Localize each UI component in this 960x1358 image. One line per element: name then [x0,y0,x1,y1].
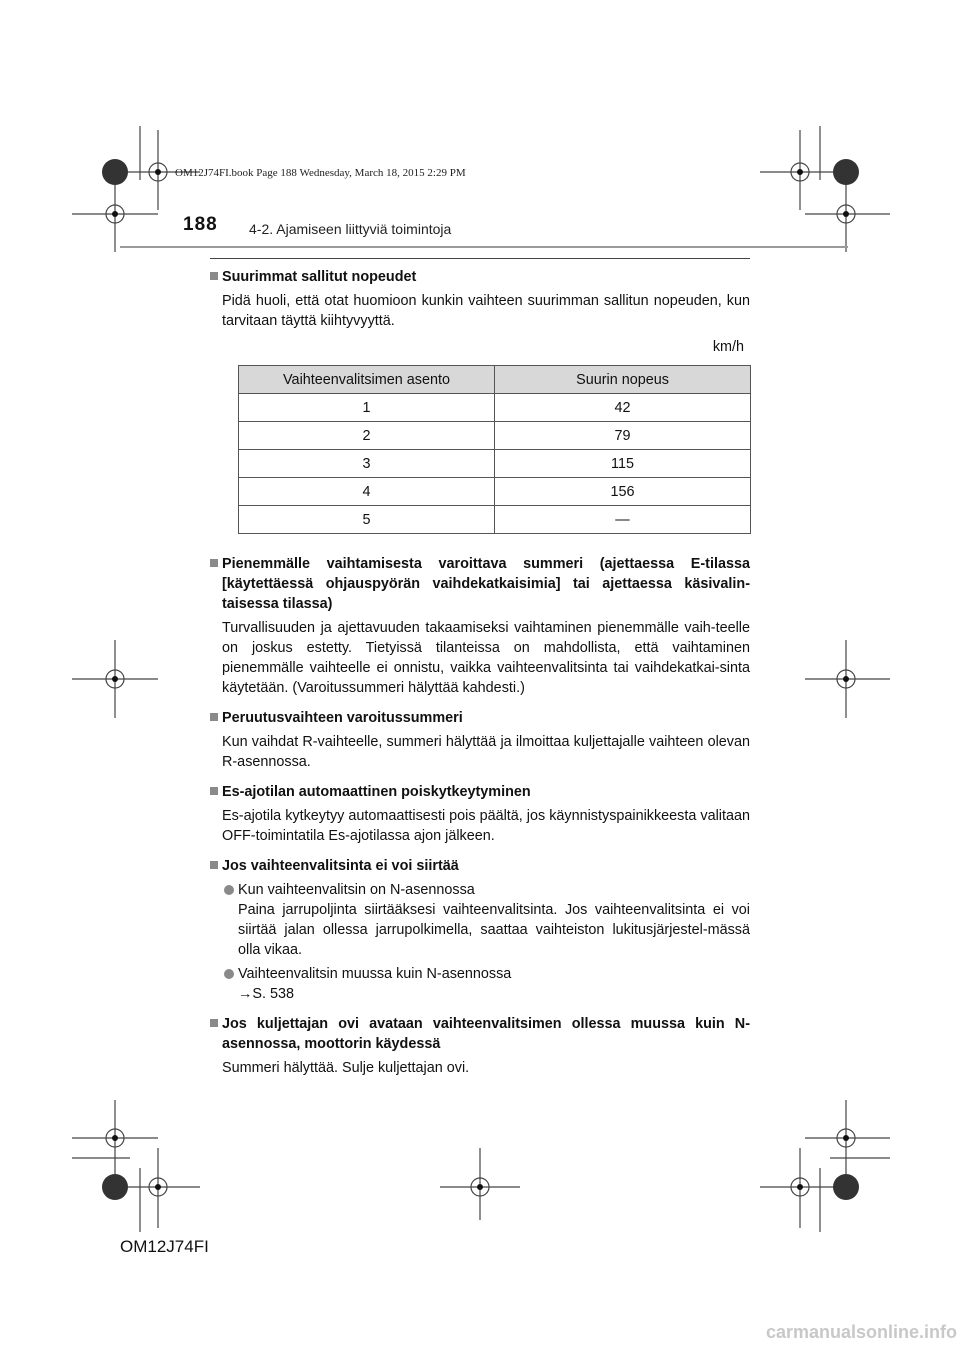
page-content [210,267,750,1078]
section-title: 4-2. Ajamiseen liittyviä toimintoja [249,221,452,237]
heading-reverse-buzzer: Peruutusvaihteen varoitussummeri [210,708,750,728]
watermark: carmanualsonline.info [766,1322,958,1342]
heading-selector-stuck: Jos vaihteenvalitsinta ei voi siirtää [210,856,750,876]
heading-es-mode: Es-ajotilan automaattinen poiskytkeytyminen [210,782,750,802]
table-cell-speed: 79 [495,422,751,450]
table-row [239,394,751,422]
header-rule [120,246,848,248]
table-header-speed: Suurin nopeus [495,366,751,394]
max-speed-table [238,365,751,534]
downshift-buzzer-body: Turvallisuuden ja ajettavuuden takaamiseksi vaihtaminen pienemmälle vaih-teelle on joskus estetty. Tietyissä tilanteissa on mahdollista, että vaihtaminen pienemmälle vaihteelle ei onnistu, vaikka vaihteenvalitsinta tai vaihdekatkai-sinta käytetään. (Varoitussummeri hälyttää kahdesti.) [222,620,750,696]
table-row [239,506,751,534]
table-cell-speed: 156 [495,478,751,506]
spacer [210,534,750,544]
table-cell-position: 1 [239,394,495,422]
content-top-rule [210,258,750,259]
table-cell-speed: — [495,506,751,534]
table-cell-position: 2 [239,422,495,450]
book-info: OM12J74FI.book Page 188 Wednesday, March 18, 2015 2:29 PM [175,167,466,179]
list-item [210,964,750,1004]
es-mode-body: Es-ajotila kytkeytyy automaattisesti pois päältä, jos käynnistyspainikkeesta valitaan OFF-toimintatila Es-ajotilassa ajon jälkeen. [222,808,750,844]
table-cell-position: 3 [239,450,495,478]
max-speeds-body: Pidä huoli, että otat huomioon kunkin vaihteen suurimman sallitun nopeuden, kun tarvitaan täyttä kiihtyvyyttä. [222,293,750,329]
table-header-position: Vaihteenvalitsimen asento [239,366,495,394]
item-title: Vaihteenvalitsin muussa kuin N-asennossa [238,966,512,982]
speed-unit: km/h [712,339,744,355]
table-cell-speed: 115 [495,450,751,478]
reverse-buzzer-body: Kun vaihdat R-vaihteelle, summeri hälyttää ja ilmoittaa kuljettajalle vaihteen olevan R-asennossa. [222,734,750,770]
heading-downshift-buzzer: Pienemmälle vaihtamisesta varoittava summeri (ajettaessa E-tilassa [käytettäessä ohjauspyörän vaihdekatkaisimia] tai ajettaessa käsivalin-taisessa tilassa) [210,554,750,614]
table-row [239,422,751,450]
item-title: Kun vaihteenvalitsin on N-asennossa [238,882,475,898]
page-reference: →S. 538 [238,986,294,1002]
door-open-body: Summeri hälyttää. Sulje kuljettajan ovi. [222,1060,470,1076]
item-body: Paina jarrupoljinta siirtääksesi vaihteenvalitsinta. Jos vaihteenvalitsinta ei voi siirtää jalan ollessa jarrupolkimella, saattaa vaihteiston lukitusjärjestel-mässä olla vikaa. [238,902,750,958]
table-row [239,478,751,506]
table-row [239,450,751,478]
footer-code: OM12J74FI [120,1237,209,1256]
page-number: 188 [183,214,218,235]
table-cell-position: 5 [239,506,495,534]
heading-max-speeds: Suurimmat sallitut nopeudet [210,267,750,287]
table-header-row [239,366,751,394]
list-item [210,880,750,960]
table-cell-speed: 42 [495,394,751,422]
table-cell-position: 4 [239,478,495,506]
heading-door-open: Jos kuljettajan ovi avataan vaihteenvalitsimen ollessa muussa kuin N-asennossa, moottorin käydessä [210,1014,750,1054]
